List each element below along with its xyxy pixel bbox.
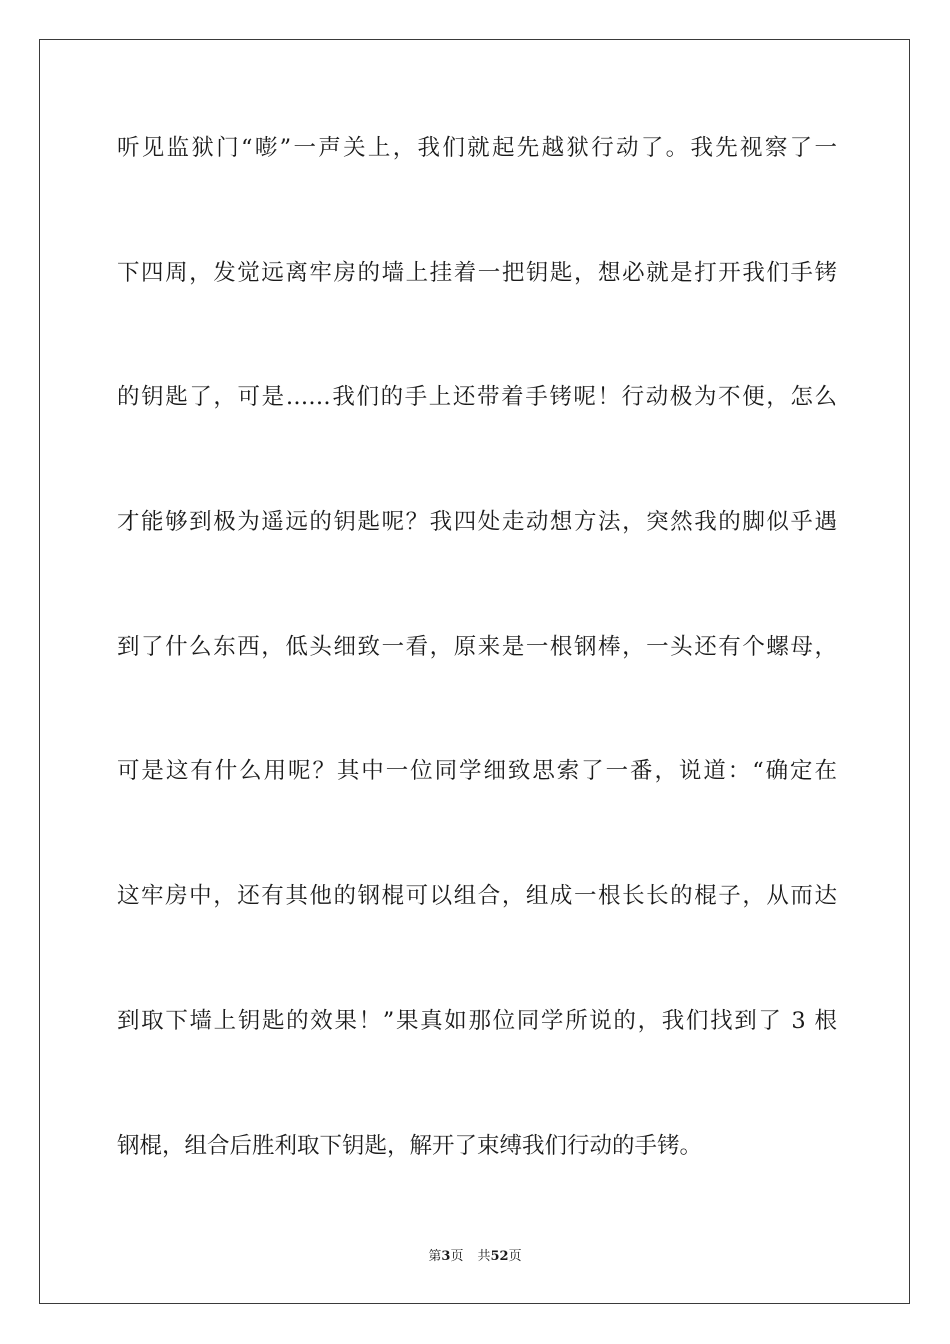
total-pages: 52 [490,1249,509,1264]
text-line: 听见监狱门“嘭”一声关上，我们就起先越狱行动了。我先视察了一 [117,135,837,161]
page-prefix: 第 [428,1249,442,1264]
text-line: 可是这有什么用呢？其中一位同学细致思索了一番，说道：“确定在 [117,758,837,785]
text-line: 才能够到极为遥远的钥匙呢？我四处走动想方法，突然我的脚似乎遇 [117,509,837,536]
total-suffix: 页 [508,1249,522,1264]
text-line: 到了什么东西，低头细致一看，原来是一根钢棒，一头还有个螺母， [117,633,837,660]
page-number: 3 [441,1249,451,1264]
text-line: 到取下墙上钥匙的效果！”果真如那位同学所说的，我们找到了 3 根 [117,1007,837,1034]
page-footer [0,1248,950,1266]
total-prefix: 共 [477,1249,491,1264]
text-line: 这牢房中，还有其他的钢棍可以组合，组成一根长长的棍子，从而达 [117,883,837,910]
body-text [117,120,837,1242]
text-line: 的钥匙了，可是……我们的手上还带着手铐呢！行动极为不便，怎么 [117,384,837,411]
page-suffix: 页 [450,1249,464,1264]
text-line: 下四周，发觉远离牢房的墙上挂着一把钥匙，想必就是打开我们手铐 [117,259,837,286]
text-line: 钢棍，组合后胜利取下钥匙，解开了束缚我们行动的手铐。 [117,1132,703,1159]
